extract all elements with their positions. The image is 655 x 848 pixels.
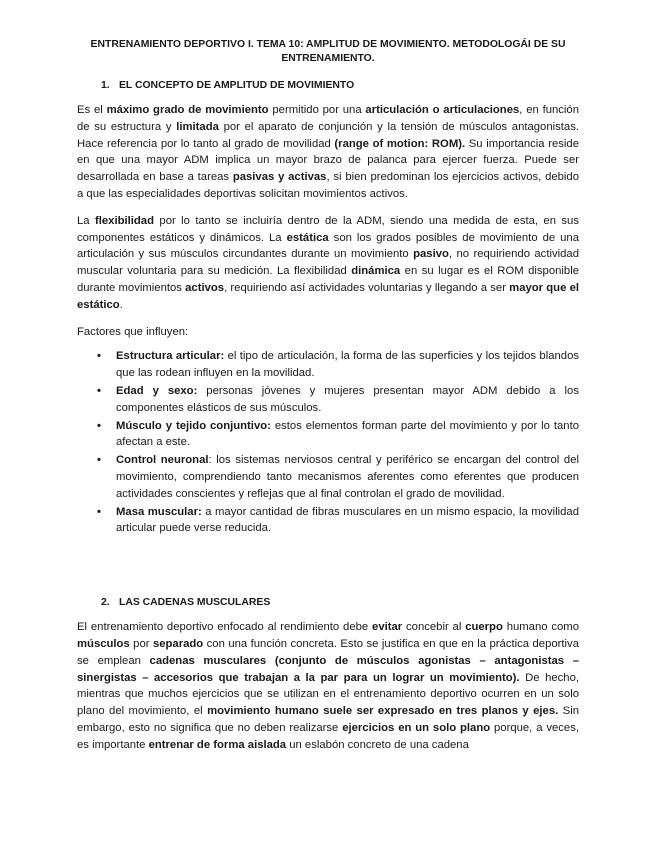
bullet-icon: •	[97, 454, 101, 467]
section-1-paragraph-1: Es el máximo grado de movimiento permitido por una articulación o articulaciones, en función de su estructura y limitada por el aparato de conjunción y la tensión de músculos antagonistas. Hace referencia por lo tanto al grado de movilidad (range of motion: ROM). Su importancia reside en que una mayor ADM implica un mayor brazo de palanca para ejercer fuerza. Puede ser desarrollada en base a tareas pasivas y activas, si bien predominan los ejercicios activos, debido a que las especialidades deportivas solicitan movimientos activos.	[77, 104, 579, 200]
section-1-paragraph-2: La flexibilidad por lo tanto se incluiría dentro de la ADM, siendo una medida de esta, en sus componentes estáticos y dinámicos. La estática son los grados posibles de movimiento de una articulación y sus músculos circundantes durante un movimiento pasivo, no requiriendo actividad muscular voluntaria para su medición. La flexibilidad dinámica en su lugar es el ROM disponible durante movimientos activos, requiriendo así actividades voluntarias y llegando a ser mayor que el estático.	[77, 214, 580, 311]
list-item: • Edad y sexo: personas jóvenes y mujeres presentan mayor ADM debido a los componentes elásticos de sus músculos.	[97, 384, 579, 414]
list-item: • Control neuronal: los sistemas nerviosos central y periférico se encargan del control del movimiento, comprendiendo tanto mecanismos aferentes como eferentes que producen actividades conscientes y reflejas que al final controlan el grado de movilidad.	[97, 454, 580, 500]
bullet-icon: •	[97, 419, 101, 432]
factors-list	[77, 348, 579, 537]
section-2-paragraph-1: El entrenamiento deportivo enfocado al rendimiento debe evitar concebir al cuerpo humano como músculos por separado con una función concreta. Esto se justifica en que en la práctica deportiva se emplean cadenas musculares (conjunto de músculos agonistas – antagonistas – sinergistas – accesorios que trabajan a la par para un lograr un movimiento). De hecho, mientras que muchos ejercicios que se utilizan en el entrenamiento deportivo ocurren en un solo plano del movimiento, el movimiento humano suele ser expresado en tres planos y ejes. Sin embargo, esto no significa que no deben realizarse ejercicios en un solo plano porque, a veces, es importante entrenar de forma aislada un eslabón concreto de una cadena	[77, 621, 579, 751]
list-item: • Masa muscular: a mayor cantidad de fibras musculares en un mismo espacio, la movilidad articular puede verse reducida.	[97, 505, 579, 535]
section-1-number: 1.	[101, 80, 110, 91]
list-item: • Músculo y tejido conjuntivo: estos elementos forman parte del movimiento y por lo tanto afectan a este.	[97, 419, 579, 449]
bullet-icon: •	[97, 384, 101, 397]
section-spacer	[77, 538, 579, 596]
section-2-title: LAS CADENAS MUSCULARES	[119, 597, 271, 609]
factors-intro: Factores que influyen:	[77, 325, 189, 338]
section-1-title: EL CONCEPTO DE AMPLITUD DE MOVIMIENTO	[119, 80, 355, 91]
section-2-number: 2.	[101, 597, 110, 609]
bullet-icon: •	[97, 350, 101, 363]
list-item: • Estructura articular: el tipo de articulación, la forma de las superficies y los tejidos blandos que las rodean influyen en la movilidad.	[97, 350, 579, 380]
section-1-heading	[101, 79, 579, 93]
bullet-icon: •	[97, 505, 101, 518]
document-title: ENTRENAMIENTO DEPORTIVO I. TEMA 10: AMPLITUD DE MOVIMIENTO. METODOLOGÁI DE SU ENTRENAMIENTO.	[90, 39, 566, 64]
section-2-heading	[101, 596, 579, 610]
